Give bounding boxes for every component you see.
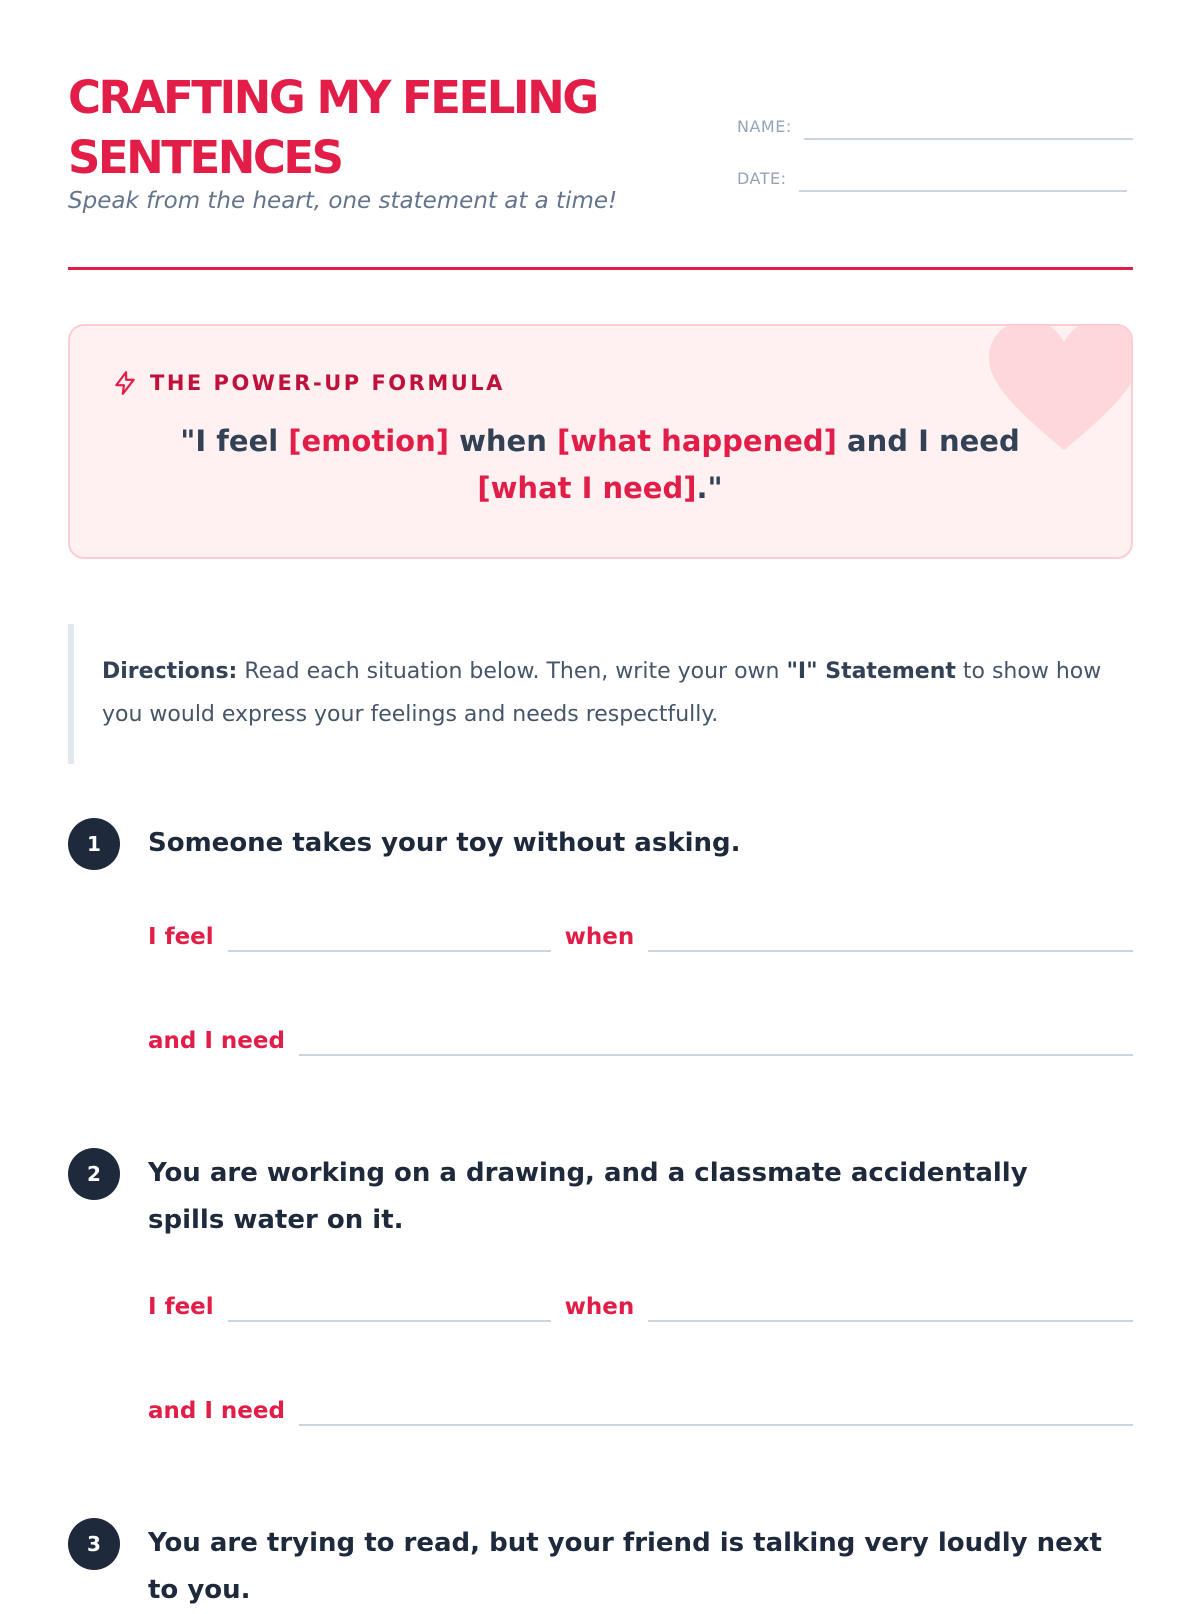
worksheet-page: [68, 0, 1133, 1605]
emotion-answer-field[interactable]: [228, 924, 551, 952]
i-feel-label: I feel: [148, 1294, 214, 1320]
item-number-badge: 2: [68, 1148, 120, 1200]
situation-item-3: [68, 1518, 1133, 1605]
formula-open-quote: ": [180, 424, 196, 458]
date-field[interactable]: [799, 160, 1127, 192]
directions-block: [68, 624, 1133, 764]
and-i-need-label: and I need: [148, 1398, 285, 1424]
and-i-need-label: and I need: [148, 1028, 285, 1054]
formula-part-when: when: [449, 424, 557, 458]
worksheet-title: CRAFTING MY FEELING SENTENCES: [68, 71, 597, 184]
situation-question: Someone takes your toy without asking.: [148, 828, 741, 858]
formula-card: [68, 324, 1133, 559]
directions-text-1: Read each situation below. Then, write your own: [237, 659, 787, 684]
answer-row-need: [148, 1398, 1133, 1426]
header-divider: [68, 267, 1133, 270]
formula-slot-what-happened: [what happened]: [556, 424, 837, 458]
answer-row-feel-when: [148, 924, 1133, 952]
when-label: when: [564, 1294, 635, 1320]
directions-text-2: to show how you would express your feelings and needs respectfully.: [102, 659, 1102, 727]
worksheet-subtitle: Speak from the heart, one statement at a time!: [68, 188, 618, 214]
formula-heading: [112, 370, 505, 396]
what-happened-answer-field[interactable]: [648, 924, 1133, 952]
formula-close-quote: .": [696, 471, 723, 505]
date-row: [737, 160, 1127, 192]
formula-part-feel: I feel: [195, 424, 289, 458]
directions-label: Directions:: [102, 659, 238, 684]
formula-slot-what-i-need: [what I need]: [477, 471, 697, 505]
need-answer-field[interactable]: [299, 1398, 1133, 1426]
worksheet-header: [68, 68, 1133, 268]
date-label: DATE:: [737, 169, 787, 188]
name-field[interactable]: [804, 108, 1133, 140]
item-number-badge: 1: [68, 818, 120, 870]
need-answer-field[interactable]: [299, 1028, 1133, 1056]
bolt-icon: [112, 370, 138, 396]
formula-sentence: [130, 418, 1070, 512]
i-feel-label: I feel: [148, 924, 214, 950]
formula-part-need: and I need: [836, 424, 1020, 458]
answer-row-need: [148, 1028, 1133, 1056]
name-row: [737, 108, 1133, 140]
directions-emphasis: "I" Statement: [786, 659, 956, 684]
situation-item-1: [68, 818, 1133, 1078]
emotion-answer-field[interactable]: [228, 1294, 551, 1322]
item-number-badge: 3: [68, 1518, 120, 1570]
situation-question: You are working on a drawing, and a classmate accidentally spills water on it.: [148, 1158, 1028, 1235]
formula-slot-emotion: [emotion]: [288, 424, 449, 458]
formula-heading-label: THE POWER-UP FORMULA: [150, 371, 505, 395]
situation-item-2: [68, 1148, 1133, 1428]
answer-row-feel-when: [148, 1294, 1133, 1322]
when-label: when: [564, 924, 635, 950]
situation-question: You are trying to read, but your friend is talking very loudly next to you.: [148, 1528, 1102, 1605]
what-happened-answer-field[interactable]: [648, 1294, 1133, 1322]
name-label: NAME:: [737, 117, 792, 136]
